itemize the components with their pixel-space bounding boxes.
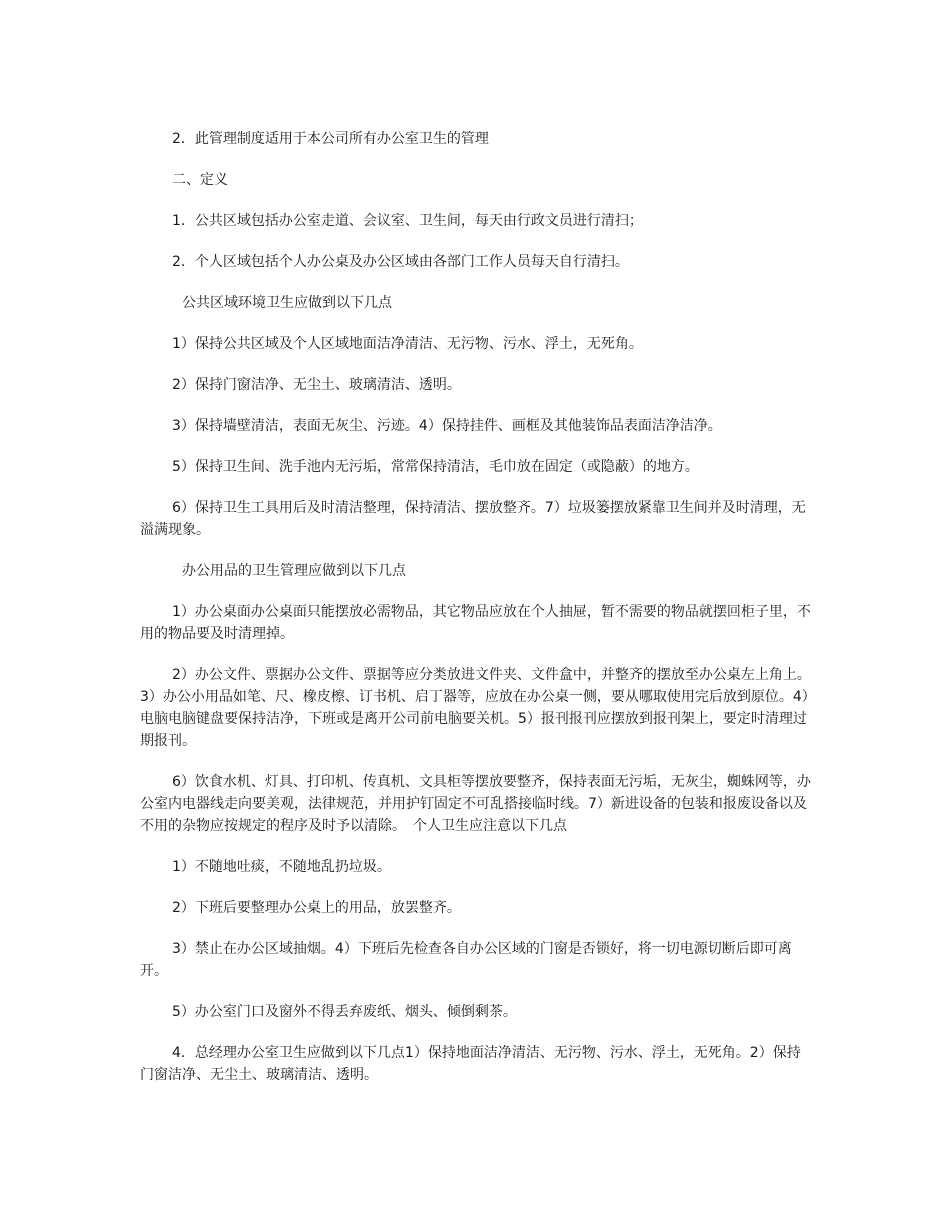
paragraph: 1）不随地吐痰，不随地乱扔垃圾。 [172, 859, 391, 875]
paragraph: 2．个人区域包括个人办公桌及办公区域由各部门工作人员每天自行清扫。 [172, 254, 629, 270]
paragraph: 5）保持卫生间、洗手池内无污垢，常常保持清洁，毛巾放在固定（或隐蔽）的地方。 [172, 459, 699, 475]
paragraph: 6）饮食水机、灯具、打印机、传真机、文具柜等摆放要整齐，保持表面无污垢，无灰尘，蜘蛛网等，办公室内电器线走向要美观，法律规范，并用护钉固定不可乱搭接临时线。7）新进设备的包装和报废设备以及不用的杂物应按规定的程序及时予以清除。 个人卫生应注意以下几点 [140, 774, 811, 834]
paragraph: 1）办公桌面办公桌面只能摆放必需物品，其它物品应放在个人抽屉，暂不需要的物品就摆回柜子里，不用的物品要及时清理掉。 [140, 604, 811, 642]
paragraph: 3）保持墙壁清洁，表面无灰尘、污迹。4）保持挂件、画框及其他装饰品表面洁净洁净。 [172, 418, 722, 434]
paragraph: 1）保持公共区域及个人区域地面洁净清洁、无污物、污水、浮土，无死角。 [172, 336, 643, 352]
subsection-heading: 公共区域环境卫生应做到以下几点 [182, 295, 392, 311]
paragraph: 2）下班后要整理办公桌上的用品，放罢整齐。 [172, 900, 461, 916]
paragraph: 2）保持门窗洁净、无尘土、玻璃清洁、透明。 [172, 377, 461, 393]
document-page [140, 128, 812, 1105]
paragraph: 6）保持卫生工具用后及时清洁整理，保持清洁、摆放整齐。7）垃圾篓摆放紧靠卫生间并及时清理，无溢满现象。 [140, 500, 806, 538]
subsection-heading: 办公用品的卫生管理应做到以下几点 [182, 563, 406, 579]
paragraph: 2．此管理制度适用于本公司所有办公室卫生的管理 [172, 131, 489, 147]
paragraph: 2）办公文件、票据办公文件、票据等应分类放进文件夹、文件盒中，并整齐的摆放至办公桌左上角上。3）办公小用品如笔、尺、橡皮檫、订书机、启丁器等，应放在办公桌一侧，要从哪取使用完后放到原位。4）电脑电脑键盘要保持洁净，下班或是离开公司前电脑要关机。5）报刊报刊应摆放到报刊架上，要定时清理过期报刊。 [140, 667, 811, 749]
paragraph: 3）禁止在办公区域抽烟。4）下班后先检查各自办公区域的门窗是否锁好，将一切电源切断后即可离开。 [140, 941, 792, 979]
paragraph: 5）办公室门口及窗外不得丢弃废纸、烟头、倾倒剩茶。 [172, 1004, 517, 1020]
paragraph: 4．总经理办公室卫生应做到以下几点1）保持地面洁净清洁、无污物、污水、浮土，无死角。2）保持门窗洁净、无尘土、玻璃清洁、透明。 [140, 1045, 801, 1083]
section-heading: 二、定义 [172, 172, 228, 188]
paragraph: 1．公共区域包括办公室走道、会议室、卫生间，每天由行政文员进行清扫； [172, 213, 643, 229]
